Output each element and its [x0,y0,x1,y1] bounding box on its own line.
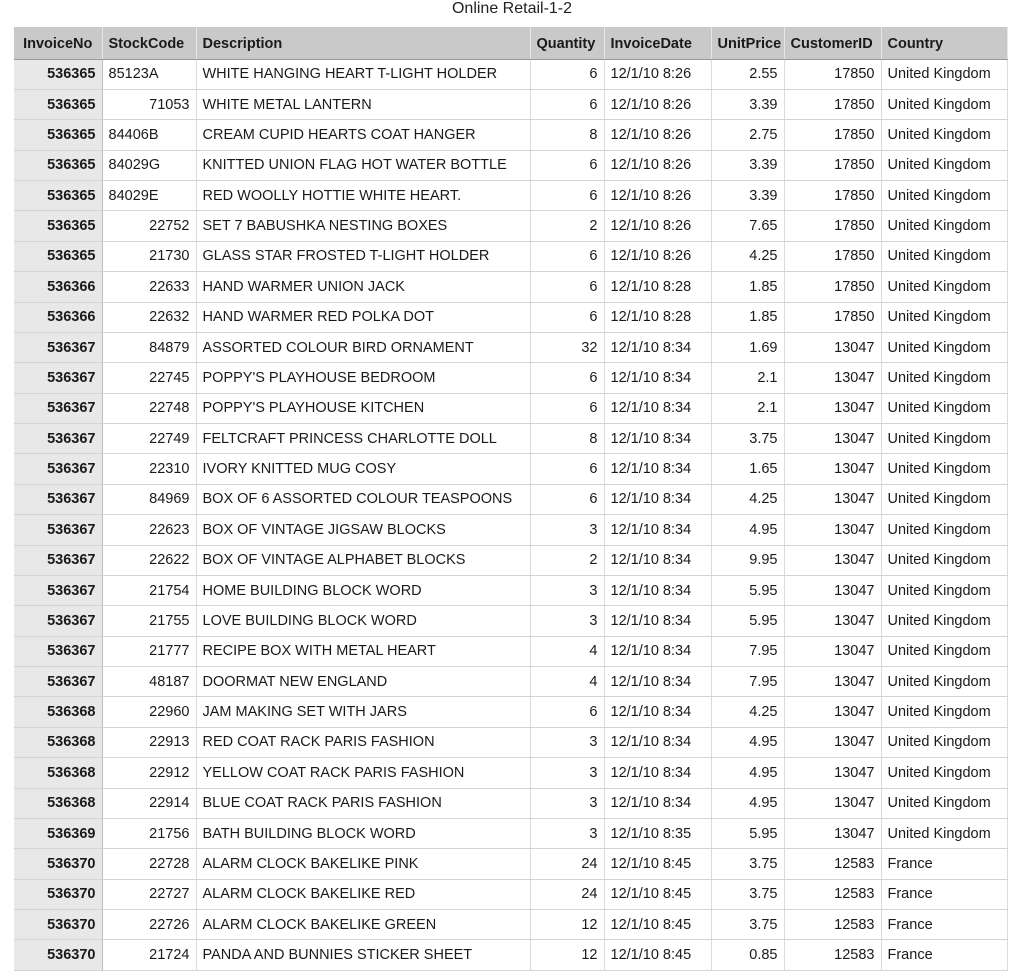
cell-invoicedate[interactable]: 12/1/10 8:34 [604,393,711,423]
cell-unitprice[interactable]: 3.75 [711,849,784,879]
cell-unitprice[interactable]: 0.85 [711,940,784,970]
cell-invoiceno[interactable]: 536368 [14,788,102,818]
table-row [14,727,1007,757]
cell-customerid[interactable]: 12583 [784,849,881,879]
cell-invoicedate[interactable]: 12/1/10 8:26 [604,120,711,150]
cell-invoicedate[interactable]: 12/1/10 8:34 [604,727,711,757]
cell-description[interactable]: BATH BUILDING BLOCK WORD [196,818,530,848]
cell-invoiceno[interactable]: 536365 [14,120,102,150]
cell-unitprice[interactable]: 7.65 [711,211,784,241]
cell-invoiceno[interactable]: 536365 [14,150,102,180]
cell-stockcode[interactable]: 84029E [102,181,196,211]
cell-invoiceno[interactable]: 536367 [14,636,102,666]
cell-country[interactable]: United Kingdom [881,59,1007,89]
cell-country[interactable]: France [881,879,1007,909]
cell-invoiceno[interactable]: 536367 [14,606,102,636]
cell-invoicedate[interactable]: 12/1/10 8:26 [604,181,711,211]
cell-invoiceno[interactable]: 536365 [14,89,102,119]
cell-customerid[interactable]: 17850 [784,150,881,180]
cell-invoiceno[interactable]: 536367 [14,484,102,514]
cell-unitprice[interactable]: 2.1 [711,363,784,393]
cell-country[interactable]: United Kingdom [881,454,1007,484]
cell-invoiceno[interactable]: 536370 [14,849,102,879]
cell-invoicedate[interactable]: 12/1/10 8:35 [604,818,711,848]
cell-customerid[interactable]: 17850 [784,272,881,302]
cell-stockcode[interactable]: 22727 [102,879,196,909]
table-row [14,424,1007,454]
cell-quantity[interactable]: 24 [530,879,604,909]
cell-country[interactable]: United Kingdom [881,667,1007,697]
cell-description[interactable]: WHITE METAL LANTERN [196,89,530,119]
cell-country[interactable]: United Kingdom [881,515,1007,545]
cell-country[interactable]: United Kingdom [881,697,1007,727]
cell-invoiceno[interactable]: 536370 [14,879,102,909]
cell-description[interactable]: RED COAT RACK PARIS FASHION [196,727,530,757]
cell-country[interactable]: United Kingdom [881,211,1007,241]
cell-customerid[interactable]: 13047 [784,515,881,545]
table-row [14,575,1007,605]
cell-description[interactable]: IVORY KNITTED MUG COSY [196,454,530,484]
column-header-country[interactable]: Country [881,27,1007,59]
cell-quantity[interactable]: 3 [530,515,604,545]
table-row [14,332,1007,362]
cell-customerid[interactable]: 17850 [784,302,881,332]
cell-invoiceno[interactable]: 536367 [14,454,102,484]
table-row [14,545,1007,575]
cell-invoiceno[interactable]: 536367 [14,363,102,393]
cell-customerid[interactable]: 13047 [784,332,881,362]
cell-quantity[interactable]: 3 [530,575,604,605]
cell-country[interactable]: United Kingdom [881,727,1007,757]
cell-unitprice[interactable]: 3.75 [711,910,784,940]
cell-customerid[interactable]: 13047 [784,667,881,697]
cell-country[interactable]: United Kingdom [881,545,1007,575]
cell-unitprice[interactable]: 4.25 [711,484,784,514]
table-row [14,879,1007,909]
cell-quantity[interactable]: 12 [530,910,604,940]
cell-description[interactable]: JAM MAKING SET WITH JARS [196,697,530,727]
cell-invoicedate[interactable]: 12/1/10 8:34 [604,484,711,514]
table-row [14,818,1007,848]
cell-description[interactable]: ALARM CLOCK BAKELIKE GREEN [196,910,530,940]
table-row [14,788,1007,818]
table-row [14,59,1007,89]
cell-invoicedate[interactable]: 12/1/10 8:26 [604,241,711,271]
cell-customerid[interactable]: 13047 [784,575,881,605]
table-row [14,454,1007,484]
table-row [14,241,1007,271]
cell-country[interactable]: United Kingdom [881,484,1007,514]
cell-invoiceno[interactable]: 536367 [14,515,102,545]
cell-stockcode[interactable]: 84029G [102,150,196,180]
cell-stockcode[interactable]: 85123A [102,59,196,89]
cell-invoiceno[interactable]: 536370 [14,940,102,970]
cell-stockcode[interactable]: 84969 [102,484,196,514]
cell-invoicedate[interactable]: 12/1/10 8:45 [604,910,711,940]
table-row [14,940,1007,970]
cell-invoiceno[interactable]: 536370 [14,910,102,940]
cell-unitprice[interactable]: 2.75 [711,120,784,150]
cell-country[interactable]: United Kingdom [881,120,1007,150]
cell-description[interactable]: CREAM CUPID HEARTS COAT HANGER [196,120,530,150]
data-table [14,27,1008,971]
column-header-unitprice[interactable]: UnitPrice [711,27,784,59]
cell-customerid[interactable]: 13047 [784,606,881,636]
cell-country[interactable]: United Kingdom [881,241,1007,271]
table-row [14,910,1007,940]
cell-stockcode[interactable]: 21730 [102,241,196,271]
cell-customerid[interactable]: 17850 [784,211,881,241]
cell-customerid[interactable]: 13047 [784,758,881,788]
table-row [14,636,1007,666]
cell-stockcode[interactable]: 84406B [102,120,196,150]
cell-country[interactable]: United Kingdom [881,636,1007,666]
cell-country[interactable]: France [881,910,1007,940]
cell-invoicedate[interactable]: 12/1/10 8:34 [604,515,711,545]
cell-unitprice[interactable]: 4.95 [711,788,784,818]
cell-stockcode[interactable]: 22960 [102,697,196,727]
cell-description[interactable]: ALARM CLOCK BAKELIKE RED [196,879,530,909]
cell-unitprice[interactable]: 1.65 [711,454,784,484]
cell-quantity[interactable]: 3 [530,727,604,757]
table-row [14,515,1007,545]
cell-description[interactable]: WHITE HANGING HEART T-LIGHT HOLDER [196,59,530,89]
cell-invoiceno[interactable]: 536367 [14,667,102,697]
table-row [14,89,1007,119]
cell-invoicedate[interactable]: 12/1/10 8:34 [604,636,711,666]
cell-description[interactable]: HAND WARMER RED POLKA DOT [196,302,530,332]
cell-customerid[interactable]: 13047 [784,818,881,848]
cell-quantity[interactable]: 6 [530,697,604,727]
table-row [14,120,1007,150]
cell-description[interactable]: HAND WARMER UNION JACK [196,272,530,302]
cell-description[interactable]: SET 7 BABUSHKA NESTING BOXES [196,211,530,241]
cell-invoicedate[interactable]: 12/1/10 8:26 [604,211,711,241]
cell-unitprice[interactable]: 4.95 [711,758,784,788]
cell-unitprice[interactable]: 1.85 [711,302,784,332]
cell-invoicedate[interactable]: 12/1/10 8:34 [604,606,711,636]
cell-invoicedate[interactable]: 12/1/10 8:34 [604,667,711,697]
cell-description[interactable]: LOVE BUILDING BLOCK WORD [196,606,530,636]
cell-country[interactable]: United Kingdom [881,606,1007,636]
cell-stockcode[interactable]: 21754 [102,575,196,605]
sheet-title: Online Retail-1-2 [451,0,573,17]
cell-stockcode[interactable]: 22623 [102,515,196,545]
cell-customerid[interactable]: 12583 [784,879,881,909]
cell-unitprice[interactable]: 5.95 [711,575,784,605]
cell-stockcode[interactable]: 21756 [102,818,196,848]
cell-quantity[interactable]: 3 [530,788,604,818]
cell-quantity[interactable]: 3 [530,758,604,788]
cell-unitprice[interactable]: 3.39 [711,150,784,180]
cell-customerid[interactable]: 13047 [784,697,881,727]
table-row [14,606,1007,636]
cell-country[interactable]: France [881,940,1007,970]
cell-quantity[interactable]: 6 [530,272,604,302]
cell-invoiceno[interactable]: 536366 [14,302,102,332]
cell-unitprice[interactable]: 3.39 [711,181,784,211]
cell-quantity[interactable]: 4 [530,636,604,666]
column-header-customerid[interactable]: CustomerID [784,27,881,59]
cell-description[interactable]: POPPY'S PLAYHOUSE BEDROOM [196,363,530,393]
table-row [14,181,1007,211]
table-body [14,59,1007,970]
column-header-quantity[interactable]: Quantity [530,27,604,59]
cell-description[interactable]: PANDA AND BUNNIES STICKER SHEET [196,940,530,970]
cell-country[interactable]: United Kingdom [881,150,1007,180]
cell-invoiceno[interactable]: 536365 [14,181,102,211]
cell-quantity[interactable]: 3 [530,818,604,848]
spreadsheet-table-region[interactable] [14,27,1008,971]
cell-country[interactable]: United Kingdom [881,424,1007,454]
cell-description[interactable]: KNITTED UNION FLAG HOT WATER BOTTLE [196,150,530,180]
cell-stockcode[interactable]: 22914 [102,788,196,818]
cell-invoiceno[interactable]: 536365 [14,241,102,271]
cell-description[interactable]: RED WOOLLY HOTTIE WHITE HEART. [196,181,530,211]
cell-unitprice[interactable]: 5.95 [711,818,784,848]
cell-description[interactable]: GLASS STAR FROSTED T-LIGHT HOLDER [196,241,530,271]
cell-customerid[interactable]: 17850 [784,120,881,150]
table-row [14,302,1007,332]
cell-quantity[interactable]: 6 [530,59,604,89]
table-row [14,211,1007,241]
cell-stockcode[interactable]: 22913 [102,727,196,757]
cell-invoicedate[interactable]: 12/1/10 8:34 [604,363,711,393]
table-row [14,272,1007,302]
cell-customerid[interactable]: 13047 [784,393,881,423]
cell-customerid[interactable]: 13047 [784,636,881,666]
cell-stockcode[interactable]: 22745 [102,363,196,393]
cell-description[interactable]: FELTCRAFT PRINCESS CHARLOTTE DOLL [196,424,530,454]
cell-country[interactable]: United Kingdom [881,332,1007,362]
cell-country[interactable]: United Kingdom [881,302,1007,332]
cell-quantity[interactable]: 2 [530,545,604,575]
cell-stockcode[interactable]: 22752 [102,211,196,241]
cell-unitprice[interactable]: 4.95 [711,515,784,545]
cell-quantity[interactable]: 6 [530,393,604,423]
cell-quantity[interactable]: 6 [530,363,604,393]
cell-stockcode[interactable]: 22912 [102,758,196,788]
cell-quantity[interactable]: 6 [530,484,604,514]
cell-stockcode[interactable]: 84879 [102,332,196,362]
cell-stockcode[interactable]: 71053 [102,89,196,119]
cell-description[interactable]: BOX OF VINTAGE JIGSAW BLOCKS [196,515,530,545]
cell-invoicedate[interactable]: 12/1/10 8:45 [604,849,711,879]
cell-unitprice[interactable]: 1.85 [711,272,784,302]
cell-customerid[interactable]: 17850 [784,89,881,119]
cell-invoiceno[interactable]: 536365 [14,59,102,89]
cell-customerid[interactable]: 17850 [784,241,881,271]
cell-invoiceno[interactable]: 536365 [14,211,102,241]
cell-unitprice[interactable]: 9.95 [711,545,784,575]
cell-stockcode[interactable]: 22726 [102,910,196,940]
cell-invoiceno[interactable]: 536367 [14,545,102,575]
cell-invoicedate[interactable]: 12/1/10 8:34 [604,758,711,788]
cell-invoicedate[interactable]: 12/1/10 8:26 [604,150,711,180]
cell-stockcode[interactable]: 22632 [102,302,196,332]
table-row [14,667,1007,697]
cell-country[interactable]: United Kingdom [881,89,1007,119]
cell-quantity[interactable]: 2 [530,211,604,241]
cell-stockcode[interactable]: 22633 [102,272,196,302]
cell-quantity[interactable]: 6 [530,150,604,180]
cell-country[interactable]: United Kingdom [881,788,1007,818]
cell-invoiceno[interactable]: 536368 [14,697,102,727]
cell-unitprice[interactable]: 3.75 [711,424,784,454]
cell-invoicedate[interactable]: 12/1/10 8:28 [604,302,711,332]
cell-description[interactable]: ASSORTED COLOUR BIRD ORNAMENT [196,332,530,362]
cell-customerid[interactable]: 13047 [784,727,881,757]
cell-stockcode[interactable]: 48187 [102,667,196,697]
cell-quantity[interactable]: 6 [530,241,604,271]
cell-unitprice[interactable]: 4.25 [711,241,784,271]
cell-customerid[interactable]: 12583 [784,940,881,970]
cell-unitprice[interactable]: 2.1 [711,393,784,423]
cell-unitprice[interactable]: 5.95 [711,606,784,636]
cell-invoicedate[interactable]: 12/1/10 8:26 [604,59,711,89]
cell-stockcode[interactable]: 22622 [102,545,196,575]
cell-description[interactable]: ALARM CLOCK BAKELIKE PINK [196,849,530,879]
cell-country[interactable]: United Kingdom [881,181,1007,211]
cell-unitprice[interactable]: 7.95 [711,667,784,697]
cell-invoicedate[interactable]: 12/1/10 8:34 [604,697,711,727]
cell-stockcode[interactable]: 22310 [102,454,196,484]
cell-invoiceno[interactable]: 536366 [14,272,102,302]
table-row [14,393,1007,423]
cell-invoiceno[interactable]: 536367 [14,332,102,362]
cell-invoiceno[interactable]: 536367 [14,424,102,454]
cell-quantity[interactable]: 24 [530,849,604,879]
cell-invoiceno[interactable]: 536369 [14,818,102,848]
cell-country[interactable]: United Kingdom [881,363,1007,393]
cell-invoicedate[interactable]: 12/1/10 8:26 [604,89,711,119]
cell-country[interactable]: United Kingdom [881,575,1007,605]
cell-quantity[interactable]: 8 [530,120,604,150]
cell-customerid[interactable]: 13047 [784,788,881,818]
cell-country[interactable]: United Kingdom [881,272,1007,302]
cell-quantity[interactable]: 12 [530,940,604,970]
cell-invoicedate[interactable]: 12/1/10 8:34 [604,424,711,454]
cell-invoicedate[interactable]: 12/1/10 8:28 [604,272,711,302]
column-header-invoiceno[interactable]: InvoiceNo [14,27,102,59]
table-row [14,849,1007,879]
cell-customerid[interactable]: 12583 [784,910,881,940]
cell-customerid[interactable]: 13047 [784,545,881,575]
column-header-description[interactable]: Description [196,27,530,59]
cell-customerid[interactable]: 17850 [784,59,881,89]
cell-invoicedate[interactable]: 12/1/10 8:45 [604,879,711,909]
cell-invoicedate[interactable]: 12/1/10 8:34 [604,545,711,575]
cell-stockcode[interactable]: 22728 [102,849,196,879]
cell-stockcode[interactable]: 21724 [102,940,196,970]
cell-description[interactable]: BOX OF VINTAGE ALPHABET BLOCKS [196,545,530,575]
cell-description[interactable]: DOORMAT NEW ENGLAND [196,667,530,697]
cell-invoicedate[interactable]: 12/1/10 8:45 [604,940,711,970]
table-row [14,363,1007,393]
table-row [14,484,1007,514]
cell-description[interactable]: BLUE COAT RACK PARIS FASHION [196,788,530,818]
cell-invoicedate[interactable]: 12/1/10 8:34 [604,788,711,818]
cell-quantity[interactable]: 3 [530,606,604,636]
cell-unitprice[interactable]: 4.95 [711,727,784,757]
cell-invoiceno[interactable]: 536368 [14,727,102,757]
cell-quantity[interactable]: 8 [530,424,604,454]
cell-country[interactable]: United Kingdom [881,393,1007,423]
cell-unitprice[interactable]: 1.69 [711,332,784,362]
cell-country[interactable]: France [881,849,1007,879]
cell-quantity[interactable]: 6 [530,302,604,332]
header-row [14,27,1007,59]
cell-stockcode[interactable]: 21777 [102,636,196,666]
cell-invoicedate[interactable]: 12/1/10 8:34 [604,332,711,362]
cell-stockcode[interactable]: 22749 [102,424,196,454]
column-header-stockcode[interactable]: StockCode [102,27,196,59]
cell-description[interactable]: BOX OF 6 ASSORTED COLOUR TEASPOONS [196,484,530,514]
cell-customerid[interactable]: 17850 [784,181,881,211]
cell-customerid[interactable]: 13047 [784,454,881,484]
cell-description[interactable]: POPPY'S PLAYHOUSE KITCHEN [196,393,530,423]
cell-quantity[interactable]: 32 [530,332,604,362]
table-row [14,697,1007,727]
cell-stockcode[interactable]: 22748 [102,393,196,423]
cell-unitprice[interactable]: 3.75 [711,879,784,909]
cell-unitprice[interactable]: 4.25 [711,697,784,727]
cell-unitprice[interactable]: 7.95 [711,636,784,666]
cell-unitprice[interactable]: 2.55 [711,59,784,89]
cell-description[interactable]: RECIPE BOX WITH METAL HEART [196,636,530,666]
cell-unitprice[interactable]: 3.39 [711,89,784,119]
cell-customerid[interactable]: 13047 [784,363,881,393]
cell-description[interactable]: YELLOW COAT RACK PARIS FASHION [196,758,530,788]
cell-invoiceno[interactable]: 536368 [14,758,102,788]
cell-stockcode[interactable]: 21755 [102,606,196,636]
cell-description[interactable]: HOME BUILDING BLOCK WORD [196,575,530,605]
cell-quantity[interactable]: 6 [530,181,604,211]
table-row [14,150,1007,180]
cell-invoiceno[interactable]: 536367 [14,393,102,423]
cell-quantity[interactable]: 6 [530,89,604,119]
cell-customerid[interactable]: 13047 [784,484,881,514]
cell-country[interactable]: United Kingdom [881,818,1007,848]
cell-customerid[interactable]: 13047 [784,424,881,454]
cell-invoiceno[interactable]: 536367 [14,575,102,605]
column-header-invoicedate[interactable]: InvoiceDate [604,27,711,59]
cell-quantity[interactable]: 6 [530,454,604,484]
cell-invoicedate[interactable]: 12/1/10 8:34 [604,454,711,484]
cell-invoicedate[interactable]: 12/1/10 8:34 [604,575,711,605]
table-row [14,758,1007,788]
cell-quantity[interactable]: 4 [530,667,604,697]
cell-country[interactable]: United Kingdom [881,758,1007,788]
